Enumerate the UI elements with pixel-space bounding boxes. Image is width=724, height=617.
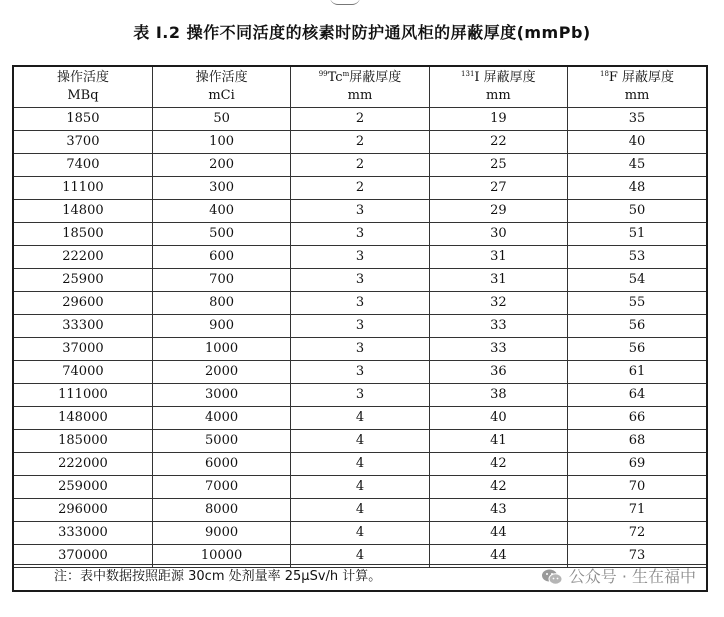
header-label-rest: I 屏蔽厚度 xyxy=(474,70,536,85)
table-cell: 68 xyxy=(568,430,706,453)
table-cell: 3 xyxy=(291,292,429,315)
table-cell: 6000 xyxy=(152,453,290,476)
table-cell: 296000 xyxy=(14,499,152,522)
table-cell: 4 xyxy=(291,453,429,476)
table-cell: 38 xyxy=(429,384,567,407)
table-header-row xyxy=(14,67,706,108)
table-cell: 148000 xyxy=(14,407,152,430)
table-cell: 1850 xyxy=(14,108,152,131)
table-cell: 30 xyxy=(429,223,567,246)
header-unit: mCi xyxy=(208,88,235,103)
table-cell: 200 xyxy=(152,154,290,177)
header-label xyxy=(430,69,567,87)
table-cell: 48 xyxy=(568,177,706,200)
table-cell: 100 xyxy=(152,131,290,154)
table-cell: 300 xyxy=(152,177,290,200)
header-activity-mci xyxy=(152,67,290,108)
table-cell: 333000 xyxy=(14,522,152,545)
table-row xyxy=(14,269,706,292)
table-cell: 40 xyxy=(429,407,567,430)
table-cell: 66 xyxy=(568,407,706,430)
table-cell: 900 xyxy=(152,315,290,338)
header-label-rest: F 屏蔽厚度 xyxy=(608,70,675,85)
table-cell: 42 xyxy=(429,453,567,476)
table-cell: 7400 xyxy=(14,154,152,177)
table-row xyxy=(14,476,706,499)
table-cell: 3 xyxy=(291,246,429,269)
table-cell: 3 xyxy=(291,200,429,223)
table-note-row xyxy=(14,564,706,590)
table-cell: 4000 xyxy=(152,407,290,430)
table-cell: 25 xyxy=(429,154,567,177)
table-cell: 185000 xyxy=(14,430,152,453)
table-cell: 31 xyxy=(429,246,567,269)
header-tc99m-thickness xyxy=(291,67,429,108)
page-top-mark xyxy=(330,0,360,5)
table-cell: 3 xyxy=(291,223,429,246)
table-cell: 4 xyxy=(291,522,429,545)
table-row xyxy=(14,131,706,154)
table-cell: 54 xyxy=(568,269,706,292)
table-cell: 33 xyxy=(429,338,567,361)
table-cell: 71 xyxy=(568,499,706,522)
table-row xyxy=(14,223,706,246)
table-row xyxy=(14,430,706,453)
header-unit: mm xyxy=(486,88,511,103)
table-cell: 2 xyxy=(291,177,429,200)
table-cell: 42 xyxy=(429,476,567,499)
table-row xyxy=(14,384,706,407)
header-label xyxy=(568,69,706,87)
table-cell: 50 xyxy=(152,108,290,131)
table-cell: 4 xyxy=(291,430,429,453)
table-cell: 74000 xyxy=(14,361,152,384)
header-f18-thickness xyxy=(568,67,706,108)
header-label xyxy=(291,69,428,87)
isotope-symbol: Tc xyxy=(327,70,343,85)
table-cell: 400 xyxy=(152,200,290,223)
table-cell: 31 xyxy=(429,269,567,292)
table-cell: 3 xyxy=(291,361,429,384)
isotope-metastable-mark: m xyxy=(342,70,350,78)
table-cell: 9000 xyxy=(152,522,290,545)
table-cell: 64 xyxy=(568,384,706,407)
table-cell: 33300 xyxy=(14,315,152,338)
header-unit: MBq xyxy=(67,88,99,103)
table-cell: 29600 xyxy=(14,292,152,315)
table-cell: 222000 xyxy=(14,453,152,476)
table-cell: 2000 xyxy=(152,361,290,384)
table-cell: 72 xyxy=(568,522,706,545)
shielding-table-frame xyxy=(12,65,708,592)
table-cell: 111000 xyxy=(14,384,152,407)
table-cell: 3700 xyxy=(14,131,152,154)
table-row xyxy=(14,200,706,223)
table-title: 表 I.2 操作不同活度的核素时防护通风柜的屏蔽厚度(mmPb) xyxy=(133,23,591,42)
table-cell: 14800 xyxy=(14,200,152,223)
table-cell: 259000 xyxy=(14,476,152,499)
table-cell: 45 xyxy=(568,154,706,177)
table-cell: 18500 xyxy=(14,223,152,246)
table-cell: 35 xyxy=(568,108,706,131)
table-cell: 3 xyxy=(291,269,429,292)
table-cell: 3 xyxy=(291,338,429,361)
table-cell: 53 xyxy=(568,246,706,269)
watermark-text: 公众号 · 生在福中 xyxy=(568,567,696,586)
table-cell: 4 xyxy=(291,545,429,568)
isotope-mass-number: 18 xyxy=(599,70,609,78)
table-row xyxy=(14,154,706,177)
table-cell: 56 xyxy=(568,315,706,338)
table-cell: 19 xyxy=(429,108,567,131)
table-cell: 40 xyxy=(568,131,706,154)
table-row xyxy=(14,246,706,269)
table-cell: 29 xyxy=(429,200,567,223)
header-label: 操作活度 xyxy=(56,70,109,85)
table-body xyxy=(14,108,706,568)
table-row xyxy=(14,407,706,430)
table-row xyxy=(14,453,706,476)
table-cell: 33 xyxy=(429,315,567,338)
table-cell: 69 xyxy=(568,453,706,476)
table-cell: 4 xyxy=(291,476,429,499)
table-row xyxy=(14,499,706,522)
table-cell: 2 xyxy=(291,108,429,131)
table-cell: 2 xyxy=(291,154,429,177)
table-cell: 500 xyxy=(152,223,290,246)
table-cell: 4 xyxy=(291,407,429,430)
table-cell: 25900 xyxy=(14,269,152,292)
table-cell: 10000 xyxy=(152,545,290,568)
table-cell: 61 xyxy=(568,361,706,384)
table-cell: 1000 xyxy=(152,338,290,361)
table-row xyxy=(14,292,706,315)
table-cell: 3 xyxy=(291,315,429,338)
table-cell: 41 xyxy=(429,430,567,453)
table-note: 注：表中数据按照距源 30cm 处剂量率 25μSv/h 计算。 xyxy=(54,569,382,584)
table-cell: 70 xyxy=(568,476,706,499)
table-cell: 700 xyxy=(152,269,290,292)
table-cell: 4 xyxy=(291,499,429,522)
isotope-mass-number: 131 xyxy=(461,70,475,78)
table-cell: 5000 xyxy=(152,430,290,453)
header-unit: mm xyxy=(624,88,650,103)
table-row xyxy=(14,522,706,545)
table-cell: 36 xyxy=(429,361,567,384)
table-cell: 27 xyxy=(429,177,567,200)
watermark xyxy=(541,565,696,589)
header-unit: mm xyxy=(347,88,373,103)
table-cell: 2 xyxy=(291,131,429,154)
table-row xyxy=(14,338,706,361)
table-cell: 56 xyxy=(568,338,706,361)
table-cell: 37000 xyxy=(14,338,152,361)
table-row xyxy=(14,315,706,338)
table-cell: 7000 xyxy=(152,476,290,499)
table-cell: 22 xyxy=(429,131,567,154)
table-row xyxy=(14,108,706,131)
table-cell: 51 xyxy=(568,223,706,246)
table-cell: 44 xyxy=(429,522,567,545)
table-cell: 8000 xyxy=(152,499,290,522)
table-cell: 44 xyxy=(429,545,567,568)
table-cell: 370000 xyxy=(14,545,152,568)
header-label: 操作活度 xyxy=(195,70,248,85)
table-row xyxy=(14,177,706,200)
table-cell: 3000 xyxy=(152,384,290,407)
shielding-table xyxy=(14,67,706,568)
table-cell: 73 xyxy=(568,545,706,568)
table-cell: 43 xyxy=(429,499,567,522)
wechat-icon xyxy=(541,568,563,586)
table-cell: 22200 xyxy=(14,246,152,269)
table-cell: 11100 xyxy=(14,177,152,200)
header-label-rest: 屏蔽厚度 xyxy=(349,70,402,85)
header-activity-mbq xyxy=(14,67,152,108)
table-cell: 3 xyxy=(291,384,429,407)
table-cell: 32 xyxy=(429,292,567,315)
header-i131-thickness xyxy=(429,67,567,108)
table-cell: 800 xyxy=(152,292,290,315)
isotope-mass-number: 99 xyxy=(318,70,328,78)
table-cell: 600 xyxy=(152,246,290,269)
table-cell: 55 xyxy=(568,292,706,315)
table-row xyxy=(14,361,706,384)
table-cell: 50 xyxy=(568,200,706,223)
